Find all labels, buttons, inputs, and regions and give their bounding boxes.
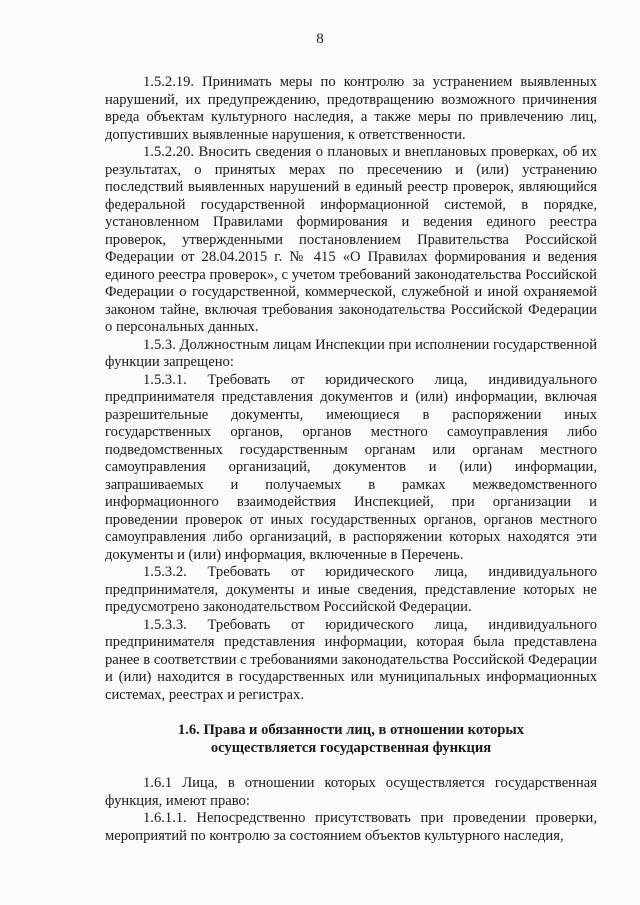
section-heading xyxy=(105,722,597,757)
paragraph-1-5-2-20: 1.5.2.20. Вносить сведения о плановых и внеплановых проверках, об их результатах, о принятых мерах по пресечению и (или) устранению последствий выявленных нарушений в единый реестр проверок, являющийся федеральной государственной информационной системой, в порядке, установленном Правилами формирования и ведения единого реестра проверок, утвержденными постановлением Правительства Российской Федерации от 28.04.2015 г. № 415 «О Правилах формирования и ведения единого реестра проверок», с учетом требований законодательства Российской Федерации о государственной, коммерческой, служебной и иной охраняемой законом тайне, включая требования законодательства Российской Федерации о персональных данных. xyxy=(105,144,597,335)
page-number: 8 xyxy=(316,31,324,47)
paragraph-1-6-1: 1.6.1 Лица, в отношении которых осуществляется государственная функция, имеют право: xyxy=(105,775,597,809)
document-body xyxy=(105,74,597,845)
paragraph-1-5-3-2: 1.5.3.2. Требовать от юридического лица, индивидуального предпринимателя, документы и иные сведения, представление которых не предусмотрено законодательством Российской Федерации. xyxy=(105,564,597,615)
paragraph-1-5-2-19: 1.5.2.19. Принимать меры по контролю за устранением выявленных нарушений, их предупреждению, предотвращению возможного причинения вреда объектам культурного наследия, а также меры по привлечению лиц, допустивших выявленные нарушения, к ответственности. xyxy=(105,74,597,143)
paragraph-1-6-1-1: 1.6.1.1. Непосредственно присутствовать при проведении проверки, мероприятий по контролю за состоянием объектов культурного наследия, xyxy=(105,810,597,844)
section-heading-line-2: осуществляется государственная функция xyxy=(210,739,492,756)
paragraph-1-5-3-3: 1.5.3.3. Требовать от юридического лица, индивидуального предпринимателя представления информации, которая была представлена ранее в соответствии с требованиями законодательства Российской Федерации и (или) находится в государственных или муниципальных информационных системах, реестрах и регистрах. xyxy=(105,616,597,703)
section-heading-line-1: 1.6. Права и обязанности лиц, в отношении которых xyxy=(177,722,525,738)
paragraph-1-5-3-1: 1.5.3.1. Требовать от юридического лица, индивидуального предпринимателя представления документов и (или) информации, включая разрешительные документы, имеющиеся в распоряжении иных государственных органов, органов местного самоуправления либо подведомственных государственным органам или органам местного самоуправления организаций, документов и (или) информации, запрашиваемых и получаемых в рамках межведомственного информационного взаимодействия Инспекцией, при организации и проведении проверок от иных государственных органов, органов местного самоуправления либо организаций, в распоряжении которых находятся эти документы и (или) информация, включенные в Перечень. xyxy=(105,371,597,563)
paragraph-1-5-3: 1.5.3. Должностным лицам Инспекции при исполнении государственной функции запрещено: xyxy=(105,336,597,370)
